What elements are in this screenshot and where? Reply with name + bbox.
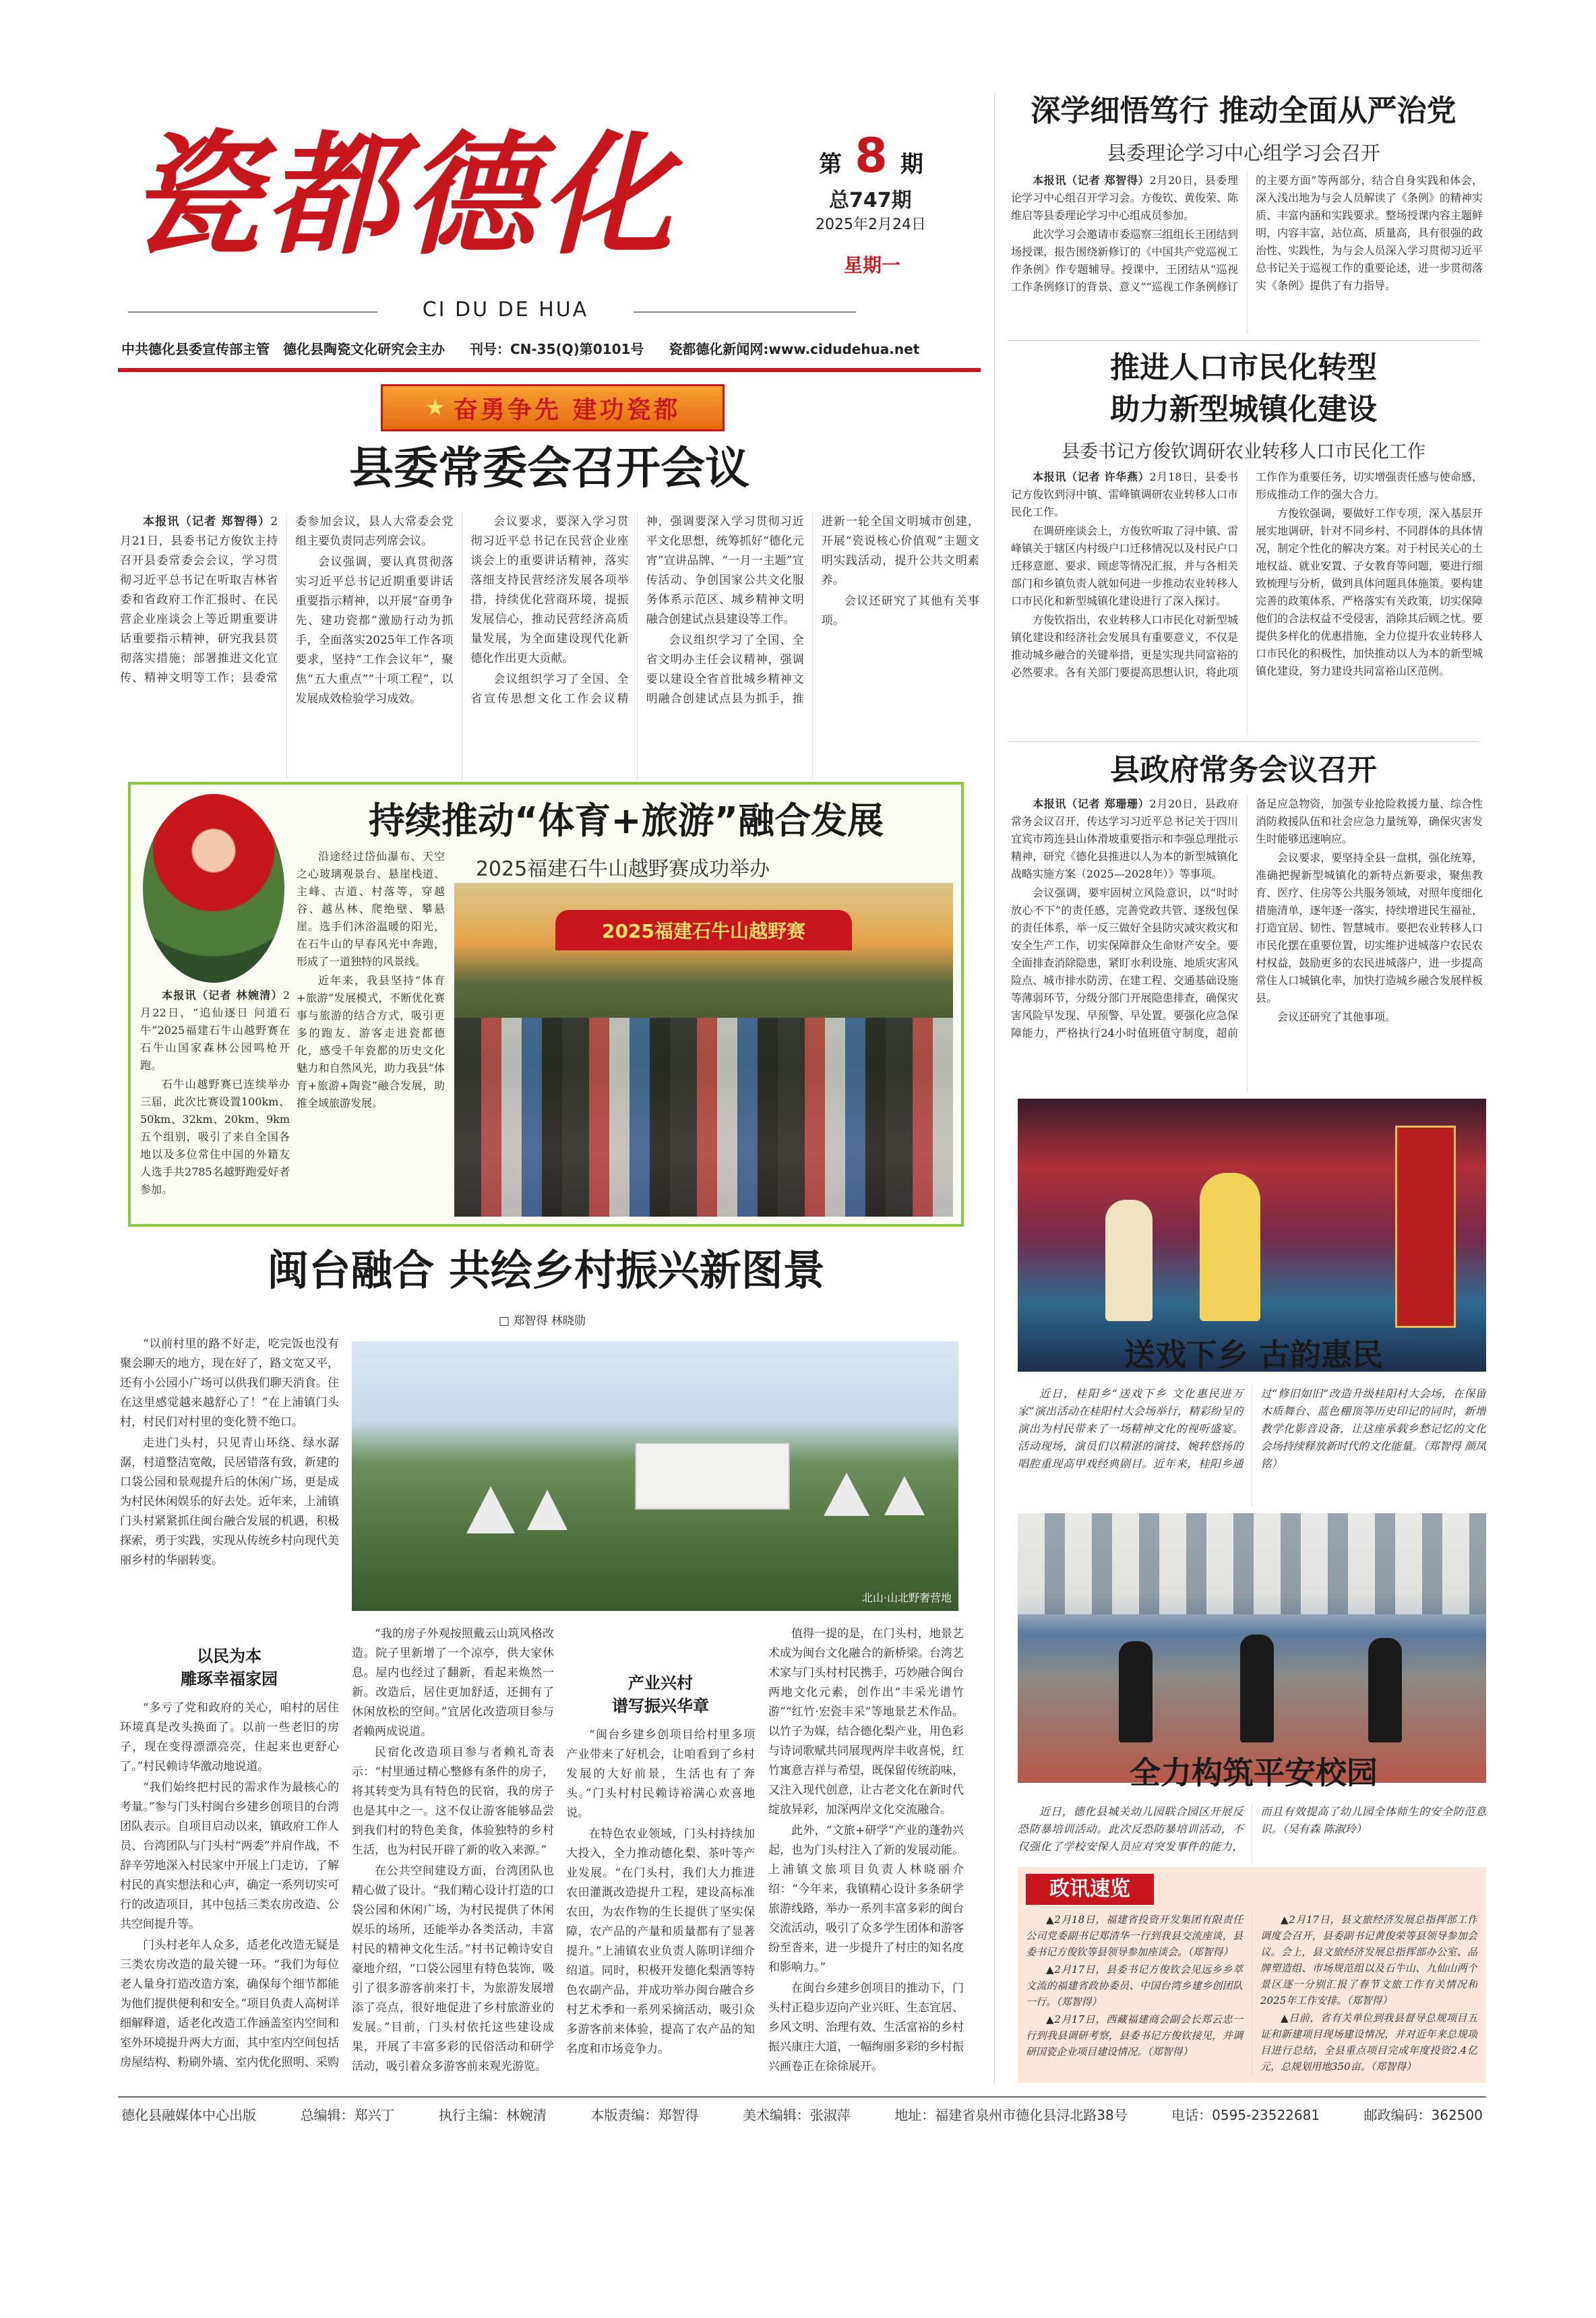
minti-section2-col2 [768,1624,964,2083]
school-building-windows [1018,1513,1486,1614]
campsite-tent [824,1473,869,1516]
council-byline: 本报讯（记者 郑智得） [143,515,271,528]
minti-section1-col2 [352,1624,554,2083]
minti-paragraph: “以前村里的路不好走，吃完饭也没有聚会聊天的地方，现在好了，路文宽又平，还有小公园小广场可以供我们聊天消食。住在这里感觉越来越舒心了！”在上浦镇门头村，村民们对村里的变化赞不绝口。 [120,1337,339,1429]
sports-byline: 本报讯（记者 林婉清） [162,989,283,1002]
urban-paragraph: 2月18日，县委书记方俊钦到浔中镇、雷峰镇调研农业转移人口市民化工作。 [1011,470,1238,518]
sports-paragraph: 石牛山越野赛已连续举办三届，此次比赛设置100km、50km、32km、20km、9km五个组别，吸引了来自全国各地以及多位常住中国的外籍友人选手共2785名越野跑爱好者参加。 [140,1078,290,1196]
issue-weekday: 星期一 [844,254,901,276]
urban-subhead: 县委书记方俊钦调研农业转移人口市民化工作 [1062,441,1425,462]
masthead-pinyin-rule-right [634,311,856,313]
gov-paragraph: 会议要求，要坚持全县一盘棋，强化统筹，准确把握新型城镇化的新特点新要求，聚焦教育、医疗、住房等公共服务领域，对照年度细化措施清单，逐年逐一落实，持续增进民生福祉，打造宜居、韧性、智慧城市。要把农业转移人口市民化摆在重要位置，切实维护进城落户农民农村权益，鼓励更多的农民进城落户，进一步提高常住人口城镇化率，加快打造城乡融合发展样板县。 [1256,851,1483,1004]
security-guard [1119,1641,1153,1742]
footer-exec-editor: 执行主编：林婉清 [438,2107,547,2123]
study-subhead: 县委理论学习中心组学习会召开 [1106,142,1380,164]
news-brief-box [1018,1867,1486,2083]
minti-paragraph: “闽台乡建乡创项目给村里多项产业带来了好机会，让咱看到了乡村发展的大好前景，生活也有了奔头。”门头村村民赖诗裕满心欢喜地说。 [566,1728,755,1820]
footer-postcode: 邮政编码：362500 [1363,2107,1483,2123]
minti-paragraph: 民宿化改造项目参与者赖礼奇表示：“村里通过精心整修有条件的房子，将其转变为具有特色的民宿，我的房子也是其中之一。这不仅让游客能够品尝到我们村的特色美食，体验独特的乡村生活，也为村民开辟了新的收入来源。” [352,1746,554,1857]
urban-paragraph: 方俊钦强调，要做好工作专项，深入基层开展实地调研，针对不同乡村、不同群体的具体情况，制定个性化的解决方案。对于村民关心的土地权益、就业安置、子女教育等问题，要进行细致梳理与分析，做到具体问题具体施策。要构建完善的政策体系，严格落实有关政策，切实保障他们的合法权益不受侵害，消除其后顾之忧。要提供多样化的优惠措施，全力位提升农业转移人口市民化的积极性，加快推动以人为本的新型城镇化建设，努力建设共同富裕山区范例。 [1256,507,1483,677]
minti-paragraph: 走进门头村，只见青山环绕、绿水潺潺，村道整洁宽敞，民居错落有致，新建的口袋公园和景观提升后的休闲广场，更是成为村民休闲娱乐的好去处。近年来，上浦镇门头村紧紧抓住闽台融合发展的机遇，积极探索，勇于实践，实现从传统乡村向现代美丽乡村的华丽转变。 [120,1436,339,1567]
sports-col-left [140,987,290,1216]
urban-divider [1008,741,1479,742]
campsite-tent [527,1490,567,1530]
issue-no: 8 [855,128,888,183]
masthead-logo-title: 瓷都德化 [128,118,679,273]
masthead-sponsor: 中共德化县委宣传部主管 德化县陶瓷文化研究会主办 [121,341,445,357]
minti-paragraph: “我的房子外观按照戴云山筑风格改造。院子里新增了一个凉亭，供大家休息。屋内也经过了翻新，看起来焕然一新。改造后，居住更加舒适，还拥有了休闲放松的空间。”宜居化改造项目参与者赖两成说道。 [352,1627,554,1738]
gov-body [1011,795,1483,1092]
news-brief-item: ▲2月17日，西藏福建商会副会长郑云忠一行到我县调研考察，县委书记方俊钦接见，并调研国瓷企业项目建设情况。（郑智得） [1026,2013,1243,2058]
masthead [115,101,991,344]
minti-paragraph: “我们始终把村民的需求作为最核心的考量。”参与门头村闽台乡建乡创项目的台湾团队表示。自项目启动以来，镇政府工作人员、台湾团队与门头村“两委”并肩作战，不辞辛劳地深入村民家中开展上门走访，了解村民的真实想法和心声，确定一系列切实可行的改造项目，其中包括三类农房改造、公共空间提升等。 [120,1781,339,1931]
masthead-pinyin: CI DU DE HUA [422,298,589,322]
footer-page-editor: 本版责编：郑智得 [590,2107,699,2123]
study-paragraph: 2月20日，县委理论学习中心组召开学习会。方俊钦、黄俊荣、陈维启等县委理论学习中心组成员参加。 [1011,174,1238,222]
study-byline: 本报讯（记者 郑智得） [1033,174,1150,187]
study-divider [1008,340,1479,341]
gov-paragraph: 2月20日，县政府常务会议召开，传达学习习近平总书记关于四川宜宾市筠连县山体滑坡重要指示和李强总理批示精神，研究《德化县推进以人为本的新型城镇化战略实施方案（2025—2028年）》等事项。 [1011,797,1238,880]
news-brief-label: 政讯速览 [1026,1874,1154,1905]
council-headline: 县委常委会召开会议 [349,442,749,494]
footer-address: 地址：福建省泉州市德化县浔北路38号 [894,2107,1128,2123]
council-paragraph: 会议组织学习了全国、全省宣传思想文化工作会议精神，强调要深入学习贯彻习近平文化思想，统筹抓好“德化元宵”宣讲品牌、“一月一主题”宣传活动、争创国家公共文化服务体系示范区、城乡精神文明融合创建试点县建设等工作。 [470,515,804,706]
minti-section2-title: 产业兴村 谱写振兴华章 [612,1674,709,1715]
gov-headline: 县政府常务会议召开 [1110,753,1377,787]
sports-feature-box [128,782,964,1227]
footer-rule [118,2096,1486,2098]
study-body [1011,172,1483,334]
opera-paragraph: 近日，桂阳乡“送戏下乡 文化惠民进万家”演出活动在桂阳村大会场举行，精彩纷呈的演出为村民带来了一场精神文化的视听盛宴。活动现场，演员们以精湛的演技、婉转悠扬的唱腔重现高甲戏经典剧目。近年来，桂阳乡通过“修旧如旧”改造升级桂阳村大会场，在保留木质舞台、蓝色棚顶等历史印记的同时，新增教学化影音设备，让这座承载乡愁记忆的文化会场持续释放新时代的文化能量。（郑智得 颜凤铭） [1018,1387,1486,1470]
masthead-pinyin-rule-left [128,311,377,313]
news-brief-item: ▲2月17日，县文旅经济发展总指挥部工作调度会召开，县委副书记黄俊荣等县领导参加会议。会上，县文旅经济发展总指挥部办公室、品牌塑造组、市场规范组以及石牛山、九仙山两个景区逐一分别汇报了春节文旅工作有关情况和2025年工作安排。（郑智得） [1260,1914,1477,2007]
issue-number [819,128,974,182]
opera-backdrop-banner [1395,1126,1456,1328]
school-drill-photo [1018,1513,1486,1783]
sports-col-mid [297,848,445,1219]
council-paragraph: 会议强调，要认真贯彻落实习近平总书记近期重要讲话重要指示精神，以开展“奋勇争先、建功瓷都”激励行动为抓手，全面落实2025年工作各项要求，坚持“工作会议年”，聚焦“五大重点”“十项工程”，以发展成效检验学习成效。 [295,555,454,706]
campsite-tent [466,1486,515,1533]
footer-chief-editor: 总编辑：郑兴丁 [300,2107,395,2123]
council-body [120,512,979,779]
council-paragraph: 2月21日，县委书记方俊钦主持召开县委常委会会议，学习贯彻习近平总书记在听取吉林省委和省政府工作汇报时、在民营企业座谈会上等近期重要讲话重要指示精神，研究我县贯彻落实措施；部署推进文化宣传、精神文明等工作；县委常委参加会议，县人大常委会党组主要负责同志列席会议。 [120,515,454,685]
campsite-tent [884,1476,925,1515]
opera-headline: 送戏下乡 古韵惠民 [1124,1337,1383,1373]
trail-race-photo [454,883,953,1217]
campsite-photo [352,1341,958,1611]
runner-portrait-photo [143,794,284,983]
opera-performer [1105,1200,1153,1321]
banner-text: 奋勇争先 建功瓷都 [453,396,681,424]
study-headline: 深学细悟笃行 推动全面从严治党 [1031,94,1456,128]
issue-suffix: 期 [900,151,923,178]
school-paragraph: 近日，德化县城关幼儿园联合园区开展反恐防暴培训活动。此次反恐防暴培训活动，不仅强化了学校安保人员应对突发事件的能力，而且有效提高了幼儿园全体师生的安全防范意识。（吴有森 陈淑玲） [1018,1805,1486,1853]
urban-headline: 推进人口市民化转型 助力新型城镇化建设 [1110,350,1377,427]
security-guard [1240,1635,1274,1742]
minti-paragraph: 在公共空间建设方面，台湾团队也精心做了设计。“我们精心设计打造的口袋公园和休闲广场，为村民提供了休闲娱乐的场所，还能举办各类活动，丰富村民的精神文化生活。”村书记赖诗安自豪地介绍，“口袋公园里有特色装饰，吸引了很多游客前来打卡，为旅游发展增添了亮点，很好地促进了乡村旅游业的发展。”目前，门头村依托这些建设成果，开展了丰富多彩的民俗活动和研学活动，吸引着众多游客前来观光游览。 [352,1864,554,2073]
gov-paragraph: 会议强调，要牢固树立风险意识，以“时时放心不下”的责任感，完善党政共管、逐级包保的责任体系，举一反三做好全县防灾减灾救灾和安全生产工作，切实保障群众生命财产安全。要全面排查消除隐患，紧盯水利设施、地质灾害风险点、城市排水防涝、在建工程、交通基础设施等薄弱环节，分级分部门开展隐患排查，确保灾害风险早发现、早预警、早处置。要强化应急保障能力，严格执行24小时值班值守制度，超前备足应急物资，加强专业抢险救援力量、综合性消防救援队伍和社会应急力量统筹，确保灾害发生时能够迅速响应。 [1011,797,1483,1039]
news-brief-item: ▲2月17日，县委书记方俊钦会见远乡乡萃文流的福建省政协委员、中国台湾乡建乡创团队一行。（郑智得） [1026,1963,1243,2008]
issue-date: 2025年2月24日 [816,216,926,233]
study-paragraph: 此次学习会邀请市委巡察三组组长王团结到场授课，报告围绕新修订的《中国共产党巡视工作条例》作专题辅导。授课中，王团结从“巡视工作条例修订的背景、意义”“巡视工作条例修订的主要方面”等两部分，结合自身实践和体会，深入浅出地为与会人员解读了《条例》的精神实质、丰富内涵和实践要求。整场授课内容主题鲜明，内容丰富，站位高，质量高，具有很强的政治性、实践性，为与会人员深入学习贯彻习近平总书记关于巡视工作的重要论述，进一步贯彻落实《条例》提供了有力指导。 [1011,174,1483,293]
council-paragraph: 会议组织学习了全国、全省文明办主任会议精神，强调要以建设全省首批城乡精神文明融合创建试点县为抓手，推进新一轮全国文明城市创建，开展“瓷说核心价值观”主题文明实践活动，提升公共文明素养。 [646,515,979,706]
campaign-banner [381,384,725,431]
news-brief-list [1026,1912,1477,2077]
race-gate-sign-text: 2025福建石牛山越野赛 [602,920,805,942]
campsite-photo-caption: 北山·山北野奢营地 [861,1591,952,1604]
sports-paragraph: 沿途经过岱仙瀑布、天空之心玻璃观景台、悬崖栈道、主峰、古道、村落等，穿越谷、越丛林、爬绝壁、攀悬崖。选手们沐浴温暖的阳光，在石牛山的早春风光中奔跑，形成了一道独特的风景线。 [297,850,445,968]
security-guard [1368,1638,1402,1742]
opera-body [1018,1385,1486,1506]
star-icon: ★ [425,394,446,421]
gov-paragraph: 会议还研究了其他事项。 [1277,1010,1396,1023]
masthead-website: 瓷都德化新闻网:www.cidudehua.net [669,341,920,357]
footer-art-editor: 美术编辑：张淑萍 [742,2107,851,2123]
footer-bar [121,2104,1483,2131]
minti-intro-col [120,1335,339,1645]
minti-paragraph: 在特色农业领域，门头村持续加大投入，全力推动德化梨、茶叶等产业发展。“在门头村，我们大力推进农田灌溉改造提升工程，建设高标准农田，为农作物的生长提供了坚实保障，农产品的产量和质量都有了显著提升。”上浦镇农业负责人陈明详细介绍道。同时，积极开发德化梨酒等特色农副产品，并成功举办闽台融合乡村艺术季和一系列采摘活动，吸引众多游客前来体验，提高了农产品的知名度和市场竞争力。 [566,1827,755,2056]
race-gate-sign [555,910,852,950]
footer-publisher: 德化县融媒体中心出版 [121,2107,256,2123]
council-paragraph: 会议还研究了其他有关事项。 [821,594,979,628]
council-paragraph: 会议要求，要深入学习贯彻习近平总书记在民营企业座谈会上的重要讲话精神，落实落细支持民营经济发展各项举措，持续优化营商环境，提振发展信心，推动民营经济高质量发展，为全面建设现代化新德化作出更大贡献。 [470,515,629,665]
page-column-divider [994,94,995,2083]
sports-headline: 持续推动“体育+旅游”融合发展 [368,799,884,842]
masthead-red-rule [118,368,981,372]
minti-byline: □ 郑智得 林晓勋 [499,1314,586,1328]
school-body [1018,1803,1486,1864]
sports-paragraph: 2月22日，“追仙逐日 问道石牛”2025福建石牛山越野赛在石牛山国家森林公园鸣枪开跑。 [140,989,290,1072]
urban-paragraph: 在调研座谈会上，方俊钦听取了浔中镇、雷峰镇关于辖区内村级户口迁移情况以及村民户口迁移意愿、要求、顾虑等情况汇报，并与各相关部门和乡镇负责人就如何进一步推动农业转移人口市民化和新型城镇化建设进行了深入探讨。 [1011,524,1238,607]
school-headline: 全力构筑平安校园 [1130,1755,1378,1791]
total-issue: 总747期 [829,189,912,212]
masthead-license: 刊号：CN-35(Q)第0101号 [469,341,644,357]
minti-paragraph: 门头村老年人众多，适老化改造无疑是三类农房改造的最关键一环。“我们为每位老人量身打造改造方案，确保每个细节都能为他们提供便利和安全。”项目负责人高树详细解释道，适老化改造工作涵盖室内空间和室外环境提升两大方面，其中室内空间包括房屋结构、粉刷外墙、室内优化照明、采购 [120,1939,339,2069]
campsite-building [635,1442,790,1510]
urban-body [1011,468,1483,735]
news-brief-item: ▲日前，省有关单位到我县督导总规项目五证和新建项目现场建设情况，并对近年来总规项目进行总结，全县重点项目完成年度投资2.4亿元，总规划用地350亩。（郑智得） [1260,2012,1477,2073]
issue-prefix: 第 [819,151,842,178]
minti-headline: 闽台融合 共绘乡村振兴新图景 [267,1246,825,1295]
minti-paragraph: “多亏了党和政府的关心，咱村的居住环境真是改头换面了。以前一些老旧的房子，现在变得漂漂亮亮，住起来也更舒心了。”村民赖诗华激动地说道。 [120,1701,339,1773]
minti-paragraph: 值得一提的是，在门头村，地景艺术成为闽台文化融合的新桥梁。台湾艺术家与门头村村民携手，巧妙融合闽台两地文化元素，创作出“丰采光谱竹游”“红竹·宏瓷丰采”等地景艺术作品。以竹子为媒，结合德化梨产业，用色彩与诗词歌赋共同展现两岸丰收喜悦，红竹寓意吉祥与希望，既保留传统韵味，又注入现代创意，让古老文化在新时代绽放异彩，加深两岸文化交流融合。 [768,1627,964,1817]
urban-byline: 本报讯（记者 许华燕） [1033,470,1150,483]
runner-crowd [454,1018,953,1217]
opera-performer [1200,1173,1260,1321]
minti-section1-title: 以民为本 雕琢幸福家园 [181,1647,278,1688]
minti-section2-col [566,1726,755,2083]
sports-paragraph: 近年来，我县坚持“体育+旅游”发展模式，不断优化赛事与旅游的结合方式，吸引更多的跑友、游客走进瓷都德化，感受千年瓷都的历史文化魅力和自然风光，助力我县“体育+旅游+陶瓷”融合发展，助推全域旅游发展。 [297,974,445,1109]
gov-byline: 本报讯（记者 郑珊珊） [1033,797,1150,810]
urban-paragraph: 方俊钦指出，农业转移人口市民化对新型城镇化建设和经济社会发展具有重要意义，不仅是推动城乡融合的关键举措，更是实现共同富裕的必然要求。各有关部门要提高思想认识，将此项工作作为重要任务，切实增强责任感与使命感，形成推动工作的强大合力。 [1011,470,1483,679]
masthead-info-bar [121,338,977,363]
minti-paragraph: 在闽台乡建乡创项目的推动下，门头村正稳步迈向产业兴旺、生态宜居、乡风文明、治理有效、生活富裕的乡村振兴康庄大道，一幅绚丽多彩的乡村振兴画卷正在徐徐展开。 [768,1982,964,2073]
sports-subhead: 2025福建石牛山越野赛成功举办 [475,857,770,881]
footer-phone: 电话：0595-23522681 [1171,2107,1320,2123]
minti-section1-col [120,1699,339,2083]
minti-paragraph: 此外，“文旅+研学”产业的蓬勃兴起，也为门头村注入了新的发展动能。上浦镇文旅项目负责人林晓丽介绍：“今年来，我镇精心设计多条研学旅游线路，举办一系列丰富多彩的闽台交流活动，吸引了众多学生团体和游客纷至沓来，进一步提升了村庄的知名度和影响力。” [768,1824,964,1974]
news-brief-item: ▲2月18日，福建省投资开发集团有限责任公司党委副书记郑清华一行到我县交流座谈，县委书记方俊钦等县领导参加座谈会。（郑智得） [1026,1914,1243,1958]
